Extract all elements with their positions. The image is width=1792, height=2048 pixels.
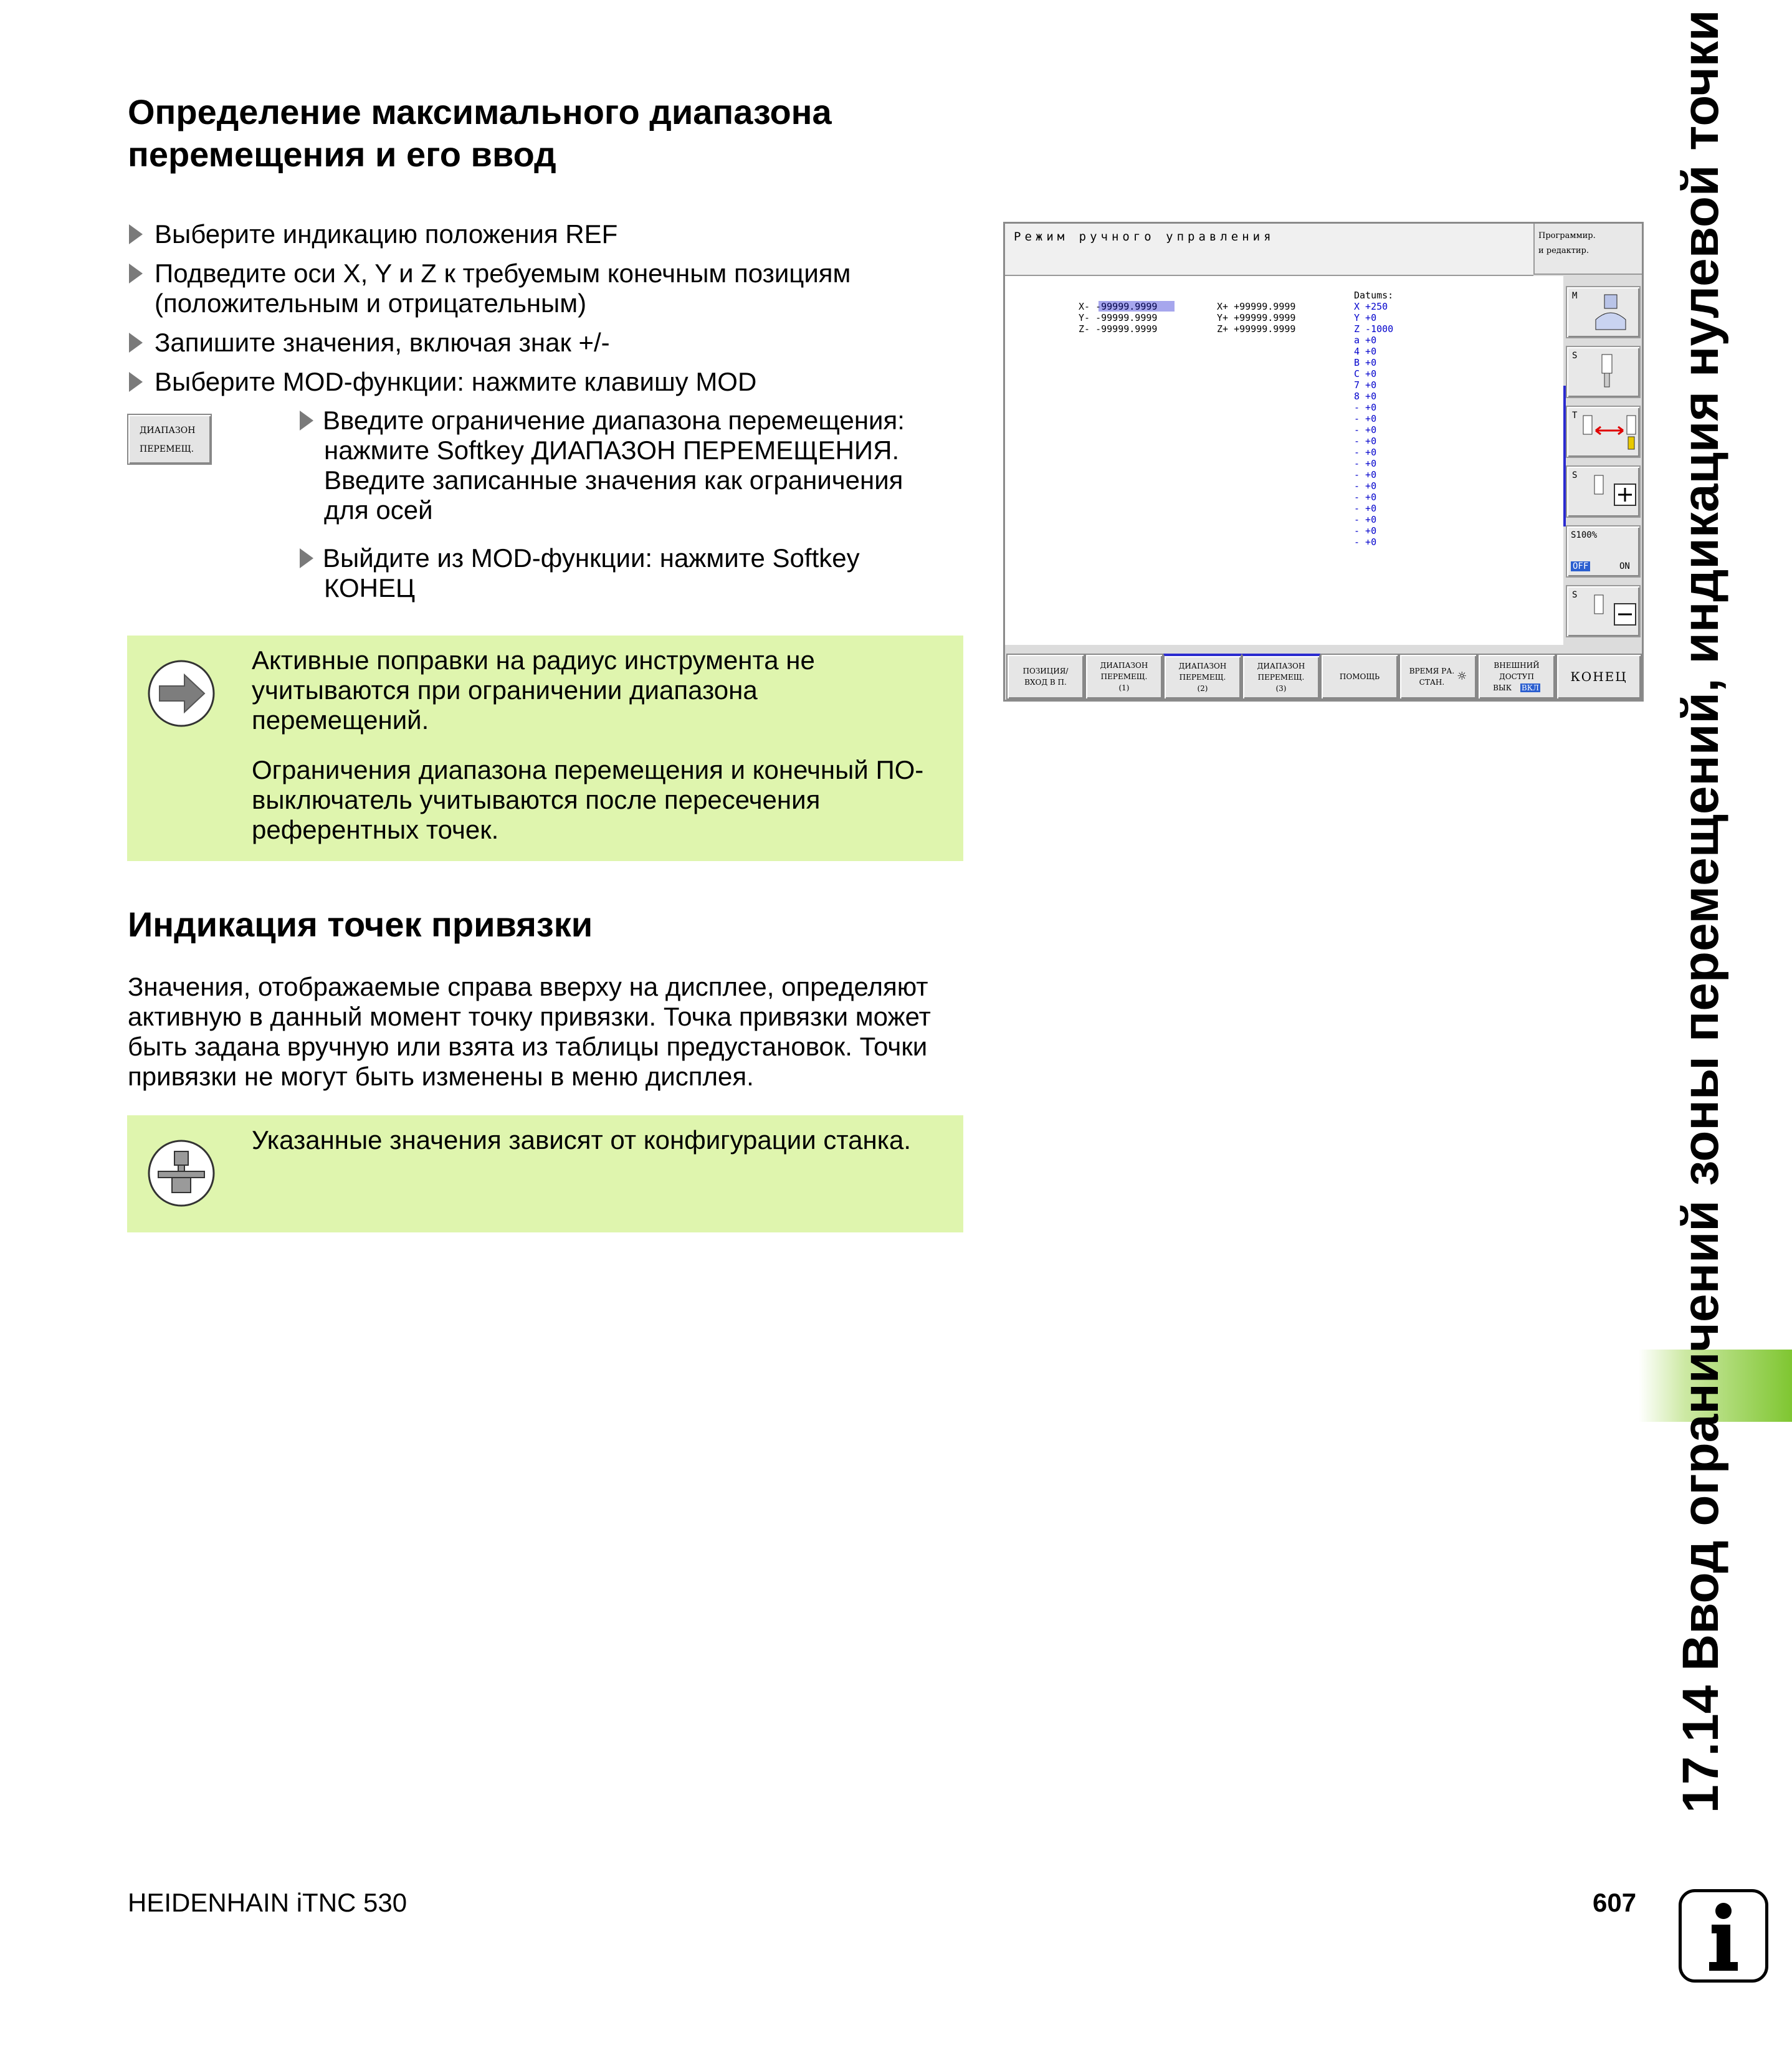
substep-a-1: Введите ограничение диапазона перемещения:	[323, 406, 905, 435]
spindle-minus-icon	[1589, 591, 1639, 635]
info-icon[interactable]	[1679, 1889, 1768, 1983]
section2-line-1: Значения, отображаемые справа вверху на дисплее, определяют	[128, 972, 928, 1001]
info-glyph	[1682, 1892, 1765, 1979]
datums-list: X +250 Y +0 Z -1000 a +0 4 +0 B +0 C +0 7 +0 8 +0 - +0 - +0 - +0 - +0 - +0 - +0 - +0 - +0 - +0 - +0 - +0 - +0 - +0	[1354, 301, 1394, 548]
step-4: Выберите MOD-функции: нажмите клавишу MOD	[155, 367, 757, 396]
arrow-right-icon	[147, 659, 216, 728]
screen-main	[1005, 276, 1563, 645]
note1-p1-line2: учитываются при ограничении диапазона	[252, 675, 758, 705]
substep-arrow-icon	[300, 411, 313, 431]
softkey-range-2-label: ДИАПАЗОН ПЕРЕМЕЩ. (2)	[1178, 662, 1227, 693]
external-access-on: ВКЛ	[1521, 683, 1539, 692]
substep-a-2: нажмите Softkey ДИАПАЗОН ПЕРЕМЕЩЕНИЯ.	[324, 436, 900, 465]
softkey-range-3-label: ДИАПАЗОН ПЕРЕМЕЩ. (3)	[1257, 662, 1305, 693]
softkey-end[interactable]	[1556, 654, 1642, 700]
section2-line-2: активную в данный момент точку привязки. Точка привязки может	[128, 1002, 931, 1031]
side-off-label: OFF	[1571, 561, 1590, 571]
side-on-label: ON	[1619, 561, 1630, 571]
softkey-icon-line-2: ПЕРЕМЕЩ.	[140, 444, 194, 454]
note1-p1-line1: Активные поправки на радиус инструмента не	[252, 645, 815, 675]
section2-line-3: быть задана вручную или взята из таблицы предустановок. Точки	[128, 1032, 928, 1061]
side-m-button[interactable]	[1566, 286, 1641, 338]
title-line-1: Определение максимального диапазона	[128, 92, 832, 131]
external-access-off: ВЫК	[1493, 683, 1512, 692]
substep-a-4: для осей	[324, 495, 433, 525]
footer-left: HEIDENHAIN iTNC 530	[128, 1888, 407, 1917]
step-3: Запишите значения, включая знак +/-	[155, 328, 610, 357]
note-box-machine	[127, 1115, 963, 1232]
tool-change-icon	[1580, 412, 1639, 455]
note1-p2-line3: референтных точек.	[252, 815, 499, 844]
softkey-range-1[interactable]	[1085, 654, 1163, 700]
section2-title: Индикация точек привязки	[128, 905, 593, 944]
note2-text: Указанные значения зависят от конфигурации станка.	[252, 1125, 912, 1155]
step-1: Выберите индикацию положения REF	[155, 219, 618, 249]
note-box-radius	[127, 636, 963, 861]
softkey-help-label: ПОМОЩЬ	[1339, 672, 1380, 681]
softkey-end-label: КОНЕЦ	[1570, 669, 1628, 684]
side-s100-button[interactable]	[1566, 525, 1641, 578]
step-arrow-icon	[129, 224, 143, 244]
side-t-label: T	[1572, 411, 1578, 421]
softkey-machine-time[interactable]	[1399, 654, 1477, 700]
side-s-button[interactable]	[1566, 346, 1641, 398]
step-2: Подведите оси X, Y и Z к требуемым конечным позициям	[155, 259, 851, 288]
side-s100-label: S100%	[1571, 530, 1598, 540]
spindle-plus-icon	[1589, 472, 1639, 515]
softkey-external-access[interactable]	[1477, 654, 1556, 700]
section-title	[128, 91, 832, 176]
softkey-range-2[interactable]	[1163, 654, 1242, 700]
clock-icon: ☼	[1457, 670, 1467, 683]
step-arrow-icon	[129, 264, 143, 283]
softkey-range-1-label: ДИАПАЗОН ПЕРЕМЕЩ. (1)	[1100, 661, 1148, 692]
side-s-label: S	[1572, 351, 1578, 361]
substep-a-3: Введите записанные значения как ограничения	[324, 465, 903, 495]
mode-header	[1005, 224, 1533, 276]
substep-b-2: КОНЕЦ	[324, 573, 416, 602]
title-line-2: перемещения и его ввод	[128, 135, 556, 174]
step-arrow-icon	[129, 333, 143, 353]
side-s2-label: S	[1572, 470, 1578, 480]
selected-field-highlight[interactable]	[1099, 301, 1175, 312]
machine-tool-icon	[147, 1139, 216, 1207]
external-access-toggle	[1493, 682, 1540, 693]
datums-title: Datums:	[1354, 290, 1394, 301]
softkey-machine-time-label: ВРЕМЯ РА. СТАН.	[1409, 667, 1455, 687]
side-m-label: M	[1572, 291, 1578, 301]
side-s3-label: S	[1572, 590, 1578, 600]
note1-p2-line2: выключатель учитываются после пересечения	[252, 785, 821, 814]
side-s-plus-button[interactable]	[1566, 465, 1641, 518]
program-edit-mode[interactable]	[1533, 224, 1642, 275]
m-function-icon	[1591, 293, 1631, 335]
prog-line-1: Программир.	[1538, 231, 1596, 241]
side-s-minus-button[interactable]	[1566, 585, 1641, 637]
note1-p2-line1: Ограничения диапазона перемещения и конечный ПО-	[252, 755, 924, 784]
softkey-range-3[interactable]	[1242, 654, 1320, 700]
mode-title: Режим ручного управления	[1014, 230, 1275, 244]
softkey-position[interactable]	[1006, 654, 1085, 700]
range-softkey-icon	[127, 414, 212, 465]
side-chapter-title: 17.14 Ввод ограничений зоны перемещений, индикация нулевой точки	[1672, 9, 1729, 1813]
limits-plus: X+ +99999.9999 Y+ +99999.9999 Z+ +99999.9999	[1217, 301, 1296, 335]
section2-line-4: привязки не могут быть изменены в меню дисплея.	[128, 1062, 754, 1091]
softkey-position-label: ПОЗИЦИЯ/ ВХОД В П.	[1022, 667, 1069, 687]
side-t-button[interactable]	[1566, 406, 1641, 458]
step-arrow-icon	[129, 372, 143, 392]
cnc-screen	[1003, 222, 1644, 702]
limits-minus: X- -99999.9999 Y- -99999.9999 Z- -99999.9999	[1079, 301, 1158, 335]
substep-arrow-icon	[300, 548, 313, 568]
softkey-external-access-label: ВНЕШНИЙ ДОСТУП	[1494, 661, 1540, 681]
substep-b-1: Выйдите из MOD-функции: нажмите Softkey	[323, 543, 860, 573]
softkey-icon-line-1: ДИАПАЗОН	[140, 426, 196, 436]
prog-line-2: и редактир.	[1538, 246, 1589, 255]
spindle-icon	[1594, 352, 1619, 396]
note1-p1-line3: перемещений.	[252, 705, 429, 735]
step-2-cont: (положительным и отрицательным)	[155, 288, 587, 318]
page-number: 607	[1593, 1888, 1637, 1917]
softkey-help[interactable]	[1320, 654, 1399, 700]
